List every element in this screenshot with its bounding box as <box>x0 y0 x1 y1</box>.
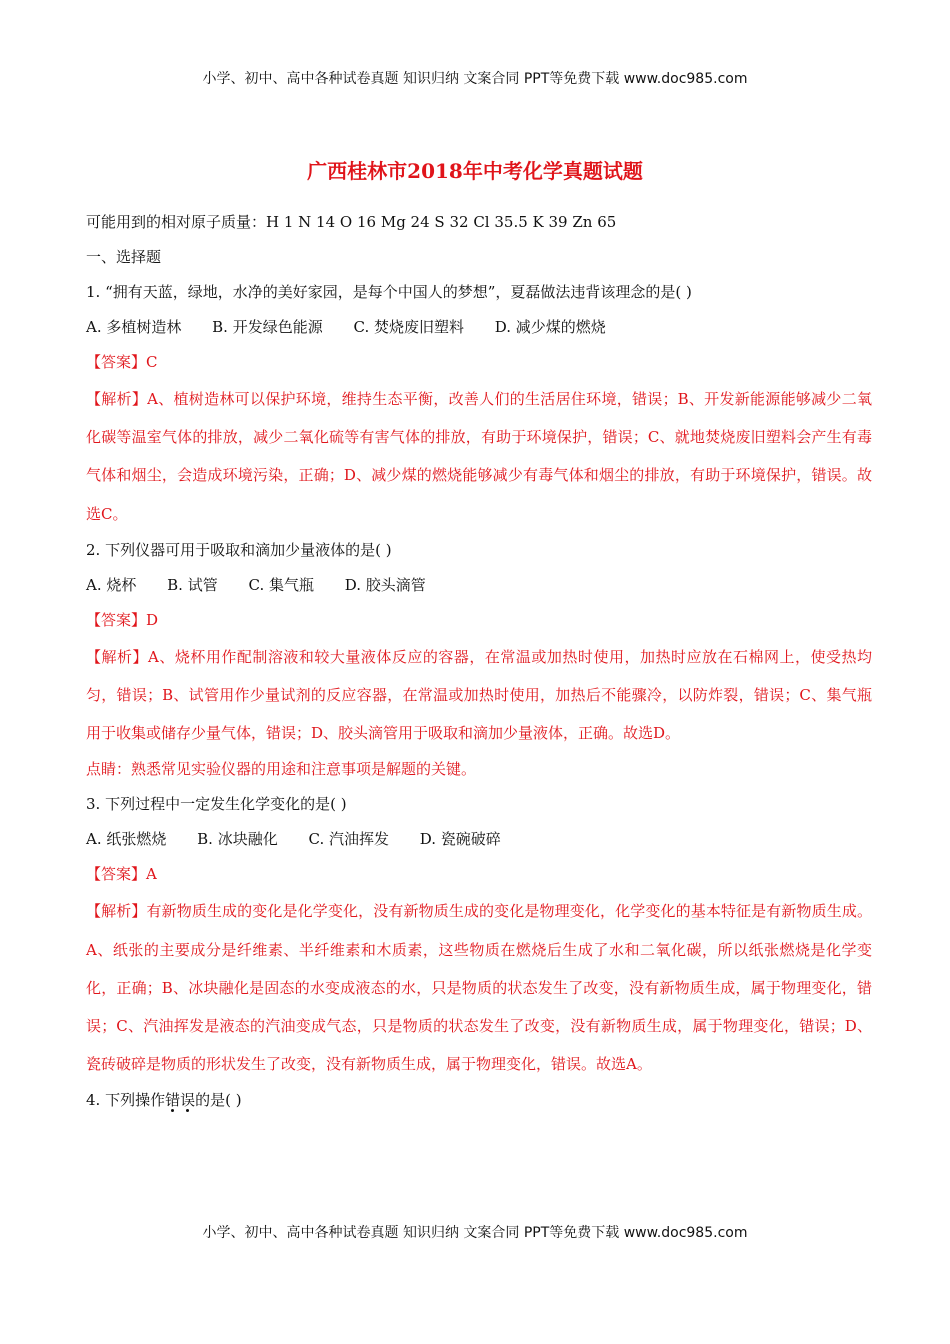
document-title: 广西桂林市2018年中考化学真题试题 <box>307 159 643 183</box>
option-d: D. 瓷碗破碎 <box>419 830 501 849</box>
question-1 <box>86 275 872 533</box>
option-d: D. 胶头滴管 <box>344 575 426 594</box>
option-d: D. 减少煤的燃烧 <box>494 318 606 336</box>
stem-before: 4. 下列操作 <box>86 1091 166 1110</box>
option-c: C. 焚烧废旧塑料 <box>353 318 464 336</box>
document-body <box>86 205 872 1118</box>
option-a: A. 多植树造林 <box>86 318 182 336</box>
question-options <box>86 568 872 603</box>
question-stem: 2. 下列仪器可用于吸取和滴加少量液体的是( ) <box>86 540 392 559</box>
analysis: 【解析】A、植树造林可以保护环境，维持生态平衡，改善人们的生活居住环境，错误；B、开发新能源能够减少二氧化碳等温室气体的排放，减少二氧化硫等有害气体的排放，有助于环境保护，错误；C、就地焚烧废旧塑料会产生有毒气体和烟尘，会造成环境污染，正确；D、减少煤的燃烧能够减少有毒气体和烟尘的排放，有助于环境保护，错误。故选C。 <box>86 390 872 523</box>
option-a: A. 烧杯 <box>86 575 137 594</box>
section-heading: 一、选择题 <box>86 248 162 266</box>
analysis: 【解析】A、烧杯用作配制溶液和较大量液体反应的容器，在常温或加热时使用，加热时应放在石棉网上，使受热均匀，错误；B、试管用作少量试剂的反应容器，在常温或加热时使用，加热后不能骤冷，以防炸裂，错误；C、集气瓶用于收集或储存少量气体，错误；D、胶头滴管用于吸取和滴加少量液体，正确。故选D。 <box>86 647 872 743</box>
page-footer: 小学、初中、高中各种试卷真题 知识归纳 文案合同 PPT等免费下载 www.doc985.com <box>202 1225 748 1241</box>
question-stem: 3. 下列过程中一定发生化学变化的是( ) <box>86 795 347 814</box>
emphasis-char-2: 误 <box>180 1091 196 1110</box>
question-stem: 1. “拥有天蓝，绿地，水净的美好家园，是每个中国人的梦想”，夏磊做法违背该理念的是( ) <box>86 283 692 301</box>
option-c: C. 集气瓶 <box>248 575 314 594</box>
emphasis-char-1: 错 <box>165 1091 181 1110</box>
key-point-note: 点睛：熟悉常见实验仪器的用途和注意事项是解题的关键。 <box>86 760 477 779</box>
atomic-masses: 可能用到的相对原子质量：H 1 N 14 O 16 Mg 24 S 32 Cl 35.5 K 39 Zn 65 <box>86 213 617 231</box>
option-b: B. 冰块融化 <box>197 830 278 849</box>
answer: 【答案】D <box>86 610 159 629</box>
option-a: A. 纸张燃烧 <box>86 830 167 849</box>
question-options <box>86 310 872 345</box>
question-2 <box>86 533 872 788</box>
question-3 <box>86 787 872 1083</box>
analysis: 【解析】有新物质生成的变化是化学变化，没有新物质生成的变化是物理变化，化学变化的基本特征是有新物质生成。A、纸张的主要成分是纤维素、半纤维素和木质素，这些物质在燃烧后生成了水和二氧化碳，所以纸张燃烧是化学变化，正确；B、冰块融化是固态的水变成液态的水，只是物质的状态发生了改变，没有新物质生成，属于物理变化，错误；C、汽油挥发是液态的汽油变成气态，只是物质的状态发生了改变，没有新物质生成，属于物理变化，错误；D、瓷砖破碎是物质的形状发生了改变，没有新物质生成，属于物理变化，错误。故选A。 <box>86 902 872 1074</box>
question-options <box>86 822 872 857</box>
option-b: B. 试管 <box>167 575 218 594</box>
answer: 【答案】C <box>86 353 158 371</box>
question-4 <box>86 1083 872 1118</box>
stem-after: 的是( ) <box>195 1091 242 1110</box>
option-b: B. 开发绿色能源 <box>212 318 323 336</box>
page-header: 小学、初中、高中各种试卷真题 知识归纳 文案合同 PPT等免费下载 www.doc985.com <box>202 71 748 87</box>
question-stem <box>86 1083 872 1118</box>
option-c: C. 汽油挥发 <box>308 830 389 849</box>
answer: 【答案】A <box>86 865 157 884</box>
